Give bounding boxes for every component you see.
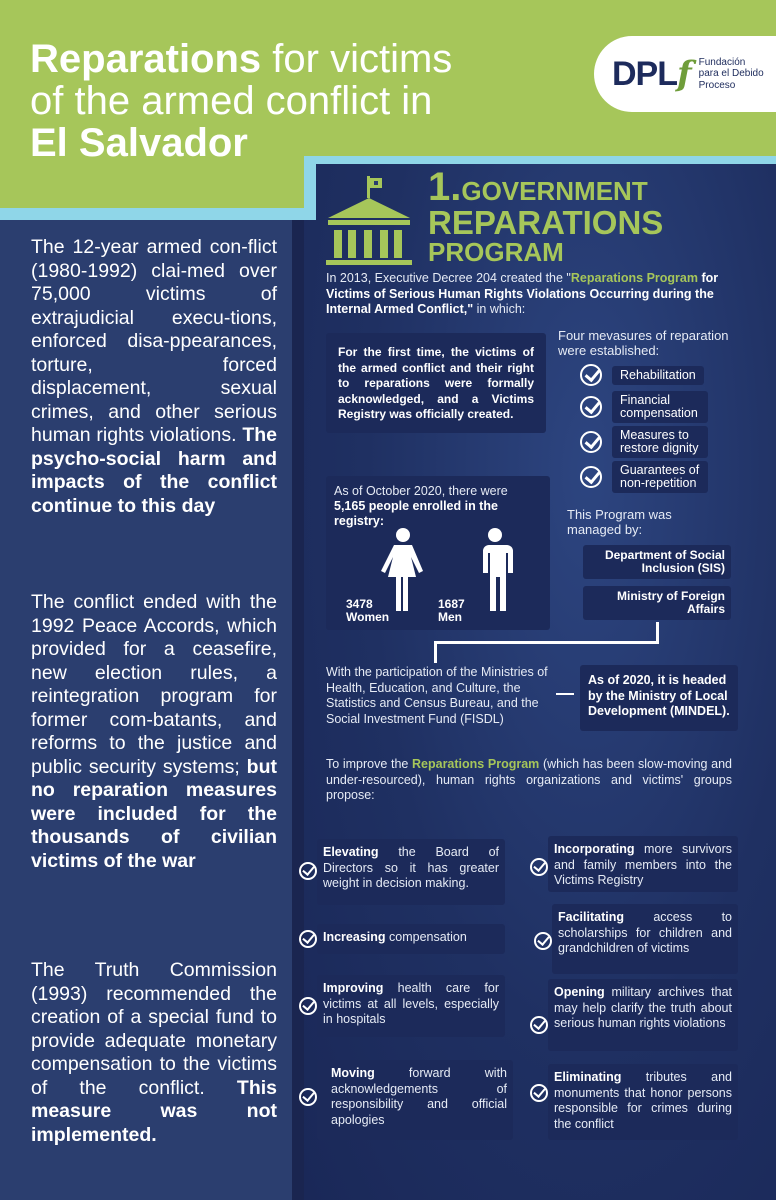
measure-item: Rehabilitation [580,364,704,386]
connector-line [434,641,437,663]
logo [594,36,776,112]
check-icon [299,862,317,880]
section-title: 1.GOVERNMENT REPARATIONS PROGRAM [428,165,664,267]
measures-label: Four mevasures of reparation were established: [558,328,729,358]
logo-mark: DPLf [612,54,691,94]
title-line3: El Salvador [30,121,248,165]
title-line2: of the armed conflict in [30,79,433,123]
check-icon [580,466,602,488]
check-icon [299,930,317,948]
check-icon [530,858,548,876]
government-building-icon [324,174,414,266]
dash-line [556,693,574,695]
title-bold: Reparations [30,37,262,81]
left-paragraph-3: The Truth Commission (1993) recommended the creation of a special fund to provide adequate monetary compensation to the victims of the conflict. This measure was not implemented. [31,959,277,1146]
measure-item: Measures to restore dignity [580,426,708,458]
check-icon [534,932,552,950]
title-rest: for victims [261,37,453,81]
managed-label: This Program was managed by: [567,507,672,537]
measure-item: Guarantees of non-repetition [580,461,708,493]
check-icon [580,396,602,418]
check-icon [580,431,602,453]
first-time-box: For the first time, the victims of the armed conflict and their right to reparations were formally acknowledged, and a Victims Registry was officially created. [326,333,546,433]
sis-box: Department of Social Inclusion (SIS) [583,545,731,579]
check-icon [530,1084,548,1102]
man-icon [474,527,516,612]
measure-item: Financial compensation [580,391,708,423]
women-stat: 3478 Women [346,597,390,624]
page-title [30,38,550,164]
foreign-affairs-box: Ministry of Foreign Affairs [583,586,731,620]
check-icon [299,1088,317,1106]
men-stat: 1687 Men [438,597,465,624]
registry-box: As of October 2020, there were 5,165 people enrolled in the registry: [326,476,550,630]
ministries-text: With the participation of the Ministries of Health, Education, and Culture, the Statistics and Census Bureau, and the Social Investment Fund (FISDL) [326,665,548,726]
check-icon [580,364,602,386]
left-paragraph-2: The conflict ended with the 1992 Peace Accords, which provided for a ceasefire, new election rules, a reintegration program for former com-batants, and reforms to the justice and public security systems; but no reparation measures were included for the thousands of civilian victims of the war [31,591,277,872]
improve-text: To improve the Reparations Program (which has been slow-moving and under-resourced), human rights organizations and victims' groups propose: [326,757,732,802]
connector-line [434,641,659,644]
check-icon [530,1016,548,1034]
logo-text: Fundación para el Debido Proceso [698,56,764,91]
left-paragraph-1: The 12-year armed con-flict (1980-1992) clai-med over 75,000 victims of extrajudicial execu-tions, enforced disa-ppearances, torture, forced displacement, sexual crimes, and other serious human rights violations. The psycho-social harm and impacts of the conflict continue to this day [31,236,277,517]
check-icon [299,997,317,1015]
intro-text: In 2013, Executive Decree 204 created the "Reparations Program for Victims of Serious Human Rights Violations Occurring during the Internal Armed Conflict," in which: [326,271,719,316]
mindel-box: As of 2020, it is headed by the Ministry of Local Development (MINDEL). [580,665,738,731]
